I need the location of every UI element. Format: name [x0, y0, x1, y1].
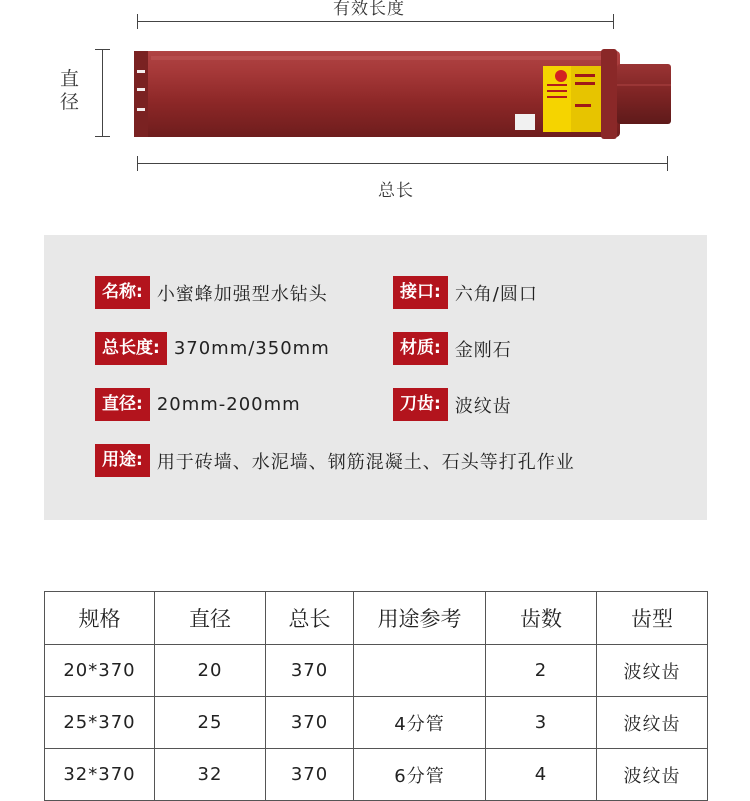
- total-length-label: 总长: [378, 181, 414, 201]
- drill-bit-image: [131, 44, 677, 146]
- diameter-tick-top: [95, 49, 110, 50]
- table-row: [45, 749, 708, 801]
- cell-spec: 20*370: [45, 645, 155, 697]
- spec-diameter-row: [95, 388, 301, 421]
- spec-teeth-label: 刀齿:: [393, 388, 448, 421]
- header-usage: 用途参考: [354, 592, 486, 645]
- spec-interface-value: 六角/圆口: [454, 283, 538, 305]
- cell-diameter: 20: [155, 645, 266, 697]
- cell-total-length: 370: [266, 697, 354, 749]
- table-row: [45, 645, 708, 697]
- spec-material-value: 金刚石: [454, 339, 512, 361]
- spec-material-label: 材质:: [393, 332, 448, 365]
- spec-interface-label: 接口:: [393, 276, 448, 309]
- total-length-tick-left: [137, 156, 138, 171]
- spec-usage-value: 用于砖墙、水泥墙、钢筋混凝土、石头等打孔作业: [156, 451, 575, 473]
- cell-teeth-count: 4: [486, 749, 597, 801]
- table-header-row: [45, 592, 708, 645]
- header-teeth-type: 齿型: [597, 592, 708, 645]
- cell-usage: 6分管: [354, 749, 486, 801]
- effective-length-line: [137, 21, 613, 22]
- spec-table: [44, 591, 708, 801]
- diameter-label: 直径: [60, 68, 81, 113]
- header-diameter: 直径: [155, 592, 266, 645]
- total-length-line: [137, 163, 667, 164]
- header-total-length: 总长: [266, 592, 354, 645]
- spec-name-row: [95, 276, 328, 309]
- spec-diameter-label: 直径:: [95, 388, 150, 421]
- cell-usage: [354, 645, 486, 697]
- cell-total-length: 370: [266, 645, 354, 697]
- spec-total-length-label: 总长度:: [95, 332, 167, 365]
- cell-total-length: 370: [266, 749, 354, 801]
- effective-length-tick-right: [613, 14, 614, 29]
- spec-diameter-value: 20mm-200mm: [156, 394, 301, 415]
- diameter-line: [102, 49, 103, 137]
- cell-teeth-type: 波纹齿: [597, 697, 708, 749]
- cell-teeth-count: 2: [486, 645, 597, 697]
- spec-name-label: 名称:: [95, 276, 150, 309]
- drill-bit-diagram: [0, 0, 750, 215]
- diameter-tick-bottom: [95, 136, 110, 137]
- table-row: [45, 697, 708, 749]
- spec-usage-row: [95, 444, 575, 477]
- cell-teeth-type: 波纹齿: [597, 749, 708, 801]
- spec-teeth-row: [393, 388, 512, 421]
- effective-length-tick-left: [137, 14, 138, 29]
- spec-total-length-value: 370mm/350mm: [173, 338, 330, 359]
- spec-name-value: 小蜜蜂加强型水钻头: [156, 283, 328, 305]
- header-teeth-count: 齿数: [486, 592, 597, 645]
- effective-length-label: 有效长度: [333, 0, 405, 19]
- cell-teeth-type: 波纹齿: [597, 645, 708, 697]
- spec-teeth-value: 波纹齿: [454, 395, 512, 417]
- spec-usage-label: 用途:: [95, 444, 150, 477]
- cell-teeth-count: 3: [486, 697, 597, 749]
- spec-material-row: [393, 332, 512, 365]
- cell-spec: 32*370: [45, 749, 155, 801]
- spec-panel: [44, 235, 707, 520]
- cell-spec: 25*370: [45, 697, 155, 749]
- spec-total-length-row: [95, 332, 330, 365]
- spec-interface-row: [393, 276, 538, 309]
- total-length-tick-right: [667, 156, 668, 171]
- cell-diameter: 32: [155, 749, 266, 801]
- cell-usage: 4分管: [354, 697, 486, 749]
- header-spec: 规格: [45, 592, 155, 645]
- cell-diameter: 25: [155, 697, 266, 749]
